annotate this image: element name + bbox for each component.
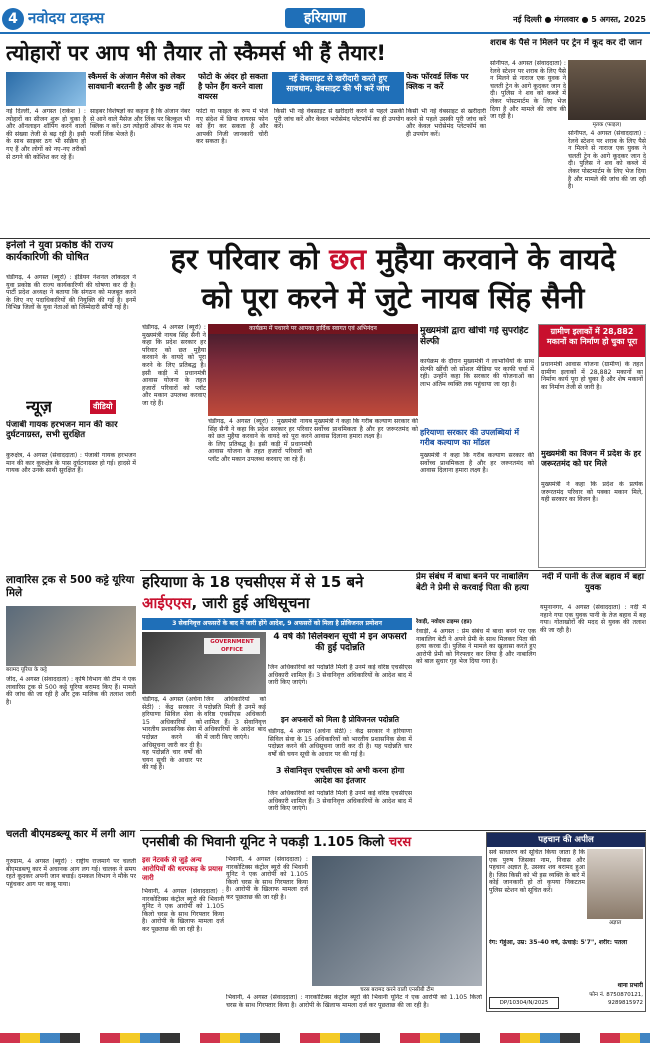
- identity-notice-code: DP/10304/N/2025: [489, 997, 559, 1009]
- ncb-story-body-left: भिवानी, 4 अगस्त (संवाददाता) : नारकोटिक्स कंट्रोल ब्यूरो की भिवानी यूनिट ने एक आरोपी को 1.105 किलो चरस के साथ गिरफ्तार किया है। आरोपी के खिलाफ मामला दर्ज कर पूछताछ की जा रही है।: [142, 888, 224, 933]
- lead-headline: त्योहारों पर आप भी तैयार तो स्कैमर्स भी हैं तैयार!: [6, 41, 386, 65]
- ncb-story-body-mid: भिवानी, 4 अगस्त (संवाददाता) : नारकोटिक्स कंट्रोल ब्यूरो की भिवानी यूनिट ने एक आरोपी को 1.105 किलो चरस के साथ गिरफ्तार किया है। आरोपी के खिलाफ मामला दर्ज कर पूछताछ की जा रही है।: [226, 856, 308, 901]
- identity-notice-signature: थाना प्रभारी: [617, 982, 643, 989]
- bmw-story-body: गुरुग्राम, 4 अगस्त (ब्यूरो) : राष्ट्रीय राजमार्ग पर चलती बीएमडब्ल्यू कार में अचानक आग लग गई। चालक ने समय रहते कूदकर अपनी जान बचाई। दमकल विभाग ने मौके पर पहुंचकर आग पर काबू पाया।: [6, 858, 136, 888]
- rural-box: [538, 324, 646, 568]
- side-story-body-2: सोनीपत, 4 अगस्त (संवाददाता) : रेलवे स्टेशन पर शराब के लिए पैसे न मिलने से नाराज एक युवक ने चलती ट्रेन के आगे कूदकर जान दे दी। पुलिस ने शव को कब्जे में लेकर पोस्टमार्टम के लिए भेज दिया है और मामले की जांच की जा रही है।: [568, 130, 646, 191]
- lead-body-1: नई दिल्ली, 4 अगस्त (राकेश ) : त्योहारों का सीजन शुरू हो चुका है और ऑनलाइन शॉपिंग करने वालों की संख्या तेजी से बढ़ रही है। इसी के साथ साइबर ठग भी सक्रिय हो गए हैं और लोगों को नए-नए तरीकों से ठगने की कोशिश कर रहे हैं।: [6, 108, 86, 161]
- truck-story-photo-caption: बरामद यूरिया के कट्टे: [6, 667, 47, 673]
- identity-notice-details: रंग: गेहुंआ, उम्र: 35-40 वर्ष, ऊंचाई: 5'7", शरीर: पतला: [489, 939, 628, 946]
- ias-story-sub-2: इन अफसरों को मिला है प्रोविजनल पदोन्नति: [280, 715, 400, 724]
- main-banner-photo-caption: कार्यक्रम में पधारने पर आपका हार्दिक स्वागत एवं अभिनंदन: [208, 324, 418, 334]
- ncb-headline-b: चरस: [388, 835, 412, 850]
- news-video-headline: पंजाबी गायक हरभजन मान की कार दुर्घटनाग्रस्त, सभी सुरक्षित: [6, 420, 118, 440]
- lead-sub-4: फेक फॉरवर्ड लिंक पर क्लिक न करें: [406, 72, 469, 91]
- side-story-body: सोनीपत, 4 अगस्त (संवाददाता) : रेलवे स्टेशन पर शराब के लिए पैसे न मिलने से नाराज एक युवक ने चलती ट्रेन के आगे कूदकर जान दे दी। पुलिस ने शव को कब्जे में लेकर पोस्टमार्टम के लिए भेज दिया है और मामले की जांच की जा रही है।: [490, 60, 566, 121]
- lead-sub-2: फोटो के अंदर हो सकता है फोन हैंग करने वाला वायरस: [198, 72, 268, 101]
- ias-headline-a: हरियाणा के 18 एचसीएस में से 15 बने: [142, 573, 364, 591]
- side-story-photo: [568, 60, 646, 120]
- ias-story-sub-3: 3 सेवानिवृत्त एचसीएस को अभी करना होगा आदेश का इंतजार: [275, 766, 405, 785]
- identity-notice-contact: फोन नं. 8750870121, 9289815972: [589, 992, 643, 1006]
- youth-story-headline: इनेलो ने युवा प्रकोष्ठ की राज्य कार्यकारिणी की घोषित: [6, 240, 114, 263]
- love-story-byline: रेवाड़ी, नवोदय टाइम्स (हप्र): [416, 619, 473, 625]
- ias-story-body-left-1: चंडीगढ़, 4 अगस्त (अर्चना सेठी) : केंद्र सरकार ने हरियाणा सिविल सेवा के 15 अधिकारियों को भारतीय प्रशासनिक सेवा में पदोन्नत करने की अधिसूचना जारी कर दी है। यह पदोन्नति चार वर्षों की चयन सूची के आधार पर की गई है।: [142, 696, 202, 772]
- ncb-story-headline: [142, 832, 482, 854]
- ias-story-body-right-3: जिन अधिकारियों को पदोन्नति मिली है उनमें कई वरिष्ठ एचसीएस अधिकारी शामिल हैं। 3 सेवानिवृत्त अधिकारियों के आदेश बाद में जारी किए जाएंगे।: [268, 790, 412, 813]
- news-video-tag: वीडियो: [90, 400, 116, 414]
- truck-story-headline: लावारिस ट्रक से 500 कट्टे यूरिया मिले: [6, 574, 135, 599]
- selfie-box-body-2: मुख्यमंत्री ने कहा कि गरीब कल्याण सरकार की सर्वोच्च प्राथमिकता है और हर जरूरतमंद को आवास दिलाना हमारा लक्ष्य है।: [420, 452, 534, 475]
- ias-story-body-right-1: जिन अधिकारियों को पदोन्नति मिली है उनमें कई वरिष्ठ एचसीएस अधिकारी शामिल हैं। 3 सेवानिवृत्त अधिकारियों के आदेश बाद में जारी किए जाएंगे।: [268, 664, 412, 687]
- main-banner-body-3: मुख्यमंत्री ने कहा कि गरीब कल्याण सरकार की सर्वोच्च प्राथमिकता है और हर जरूरतमंद को आवास दिलाना हमारा लक्ष्य है।: [314, 418, 418, 441]
- rural-box-sub: मुख्यमंत्री का विजन में प्रदेश के हर जरूरतमंद को घर मिले: [541, 449, 641, 468]
- rural-box-headline: ग्रामीण इलाकों में 28,882 मकानों का निर्माण हो चुका पूरा: [539, 325, 645, 357]
- news-video-body: कुरुक्षेत्र, 4 अगस्त (संवाददाता) : पंजाबी गायक हरभजन मान की कार कुरुक्षेत्र के पास दुर्घटनाग्रस्त हो गई। हादसे में गायक और उनके साथी सुरक्षित हैं।: [6, 452, 136, 475]
- lead-body-4: किसी भी नई वेबसाइट से खरीदारी करने से पहले उसकी पूरी जांच करें और केवल भरोसेमंद प्लेटफॉर्म का ही उपयोग करें।: [274, 108, 404, 131]
- news-video-brand: न्यूज़: [26, 397, 52, 416]
- main-banner-line1c: मुहैया करवाने के वायदे: [366, 242, 616, 276]
- identity-notice-photo: [587, 849, 643, 919]
- ias-photo-label: GOVERNMENT OFFICE: [204, 638, 260, 654]
- rural-box-body: प्रधानमंत्री आवास योजना (ग्रामीण) के तहत ग्रामीण इलाकों में 28,882 मकानों का निर्माण कार्य पूरा हो चुका है और शेष मकानों का निर्माण तेजी से जारी है।: [541, 361, 643, 391]
- lead-sub-1: स्कैमर्स के अंजान मैसेज को लेकर सावधानी बरतनी है और कुछ नहीं: [88, 72, 186, 91]
- main-banner-line1b: छत: [329, 242, 367, 276]
- youth-story-body: चंडीगढ़, 4 अगस्त (ब्यूरो) : इंडियन नेशनल लोकदल ने युवा प्रकोष्ठ की राज्य कार्यकारिणी की घोषणा कर दी है। पार्टी प्रदेश अध्यक्ष ने बताया कि संगठन को मजबूत करने के लिए नए पदाधिकारियों की नियुक्ति की गई है। इनमें विभिन्न जिलों के युवा नेताओं को जिम्मेदारी सौंपी गई है।: [6, 274, 136, 312]
- ncb-story-sub: इस नेटवर्क से जुड़े अन्य आरोपियों की धरपकड़ के प्रयास जारी: [142, 856, 223, 882]
- identity-notice-photo-caption: अज्ञात: [608, 920, 622, 926]
- selfie-box-body: कार्यक्रम के दौरान मुख्यमंत्री ने लाभार्थियों के साथ सेल्फी खींची जो सोशल मीडिया पर काफी चर्चा में रही। उन्होंने कहा कि सरकार की योजनाओं का लाभ अंतिम व्यक्ति तक पहुंचाया जा रहा है।: [420, 358, 534, 388]
- selfie-box-sub: हरियाणा सरकार की उपलब्धियां में गरीब कल्याण का मॉडल: [420, 428, 520, 447]
- ncb-story-photo: [312, 856, 482, 986]
- paper-name: नवोदय टाइम्स: [28, 9, 105, 27]
- ias-story-banner: 3 सेवानिवृत्त अफसरों के बाद में जारी होंगे आदेश, 9 अफसरों को मिला है प्रोविजनल प्रमोशन: [142, 618, 412, 630]
- main-banner-photo: [208, 324, 418, 416]
- selfie-box-headline: मुख्यमंत्री द्वारा खींची गई सुपरहिट सेल्फी: [420, 326, 529, 347]
- ias-story-body-left-2: जिन अधिकारियों को पदोन्नति मिली है उनमें कई वरिष्ठ एचसीएस अधिकारी शामिल हैं। 3 सेवानिवृत्त अधिकारियों के आदेश बाद में जारी किए जाएंगे।: [204, 696, 266, 741]
- lead-photo-divers: [6, 72, 86, 106]
- lead-body-2: साइबर विशेषज्ञों का कहना है कि अंजान नंबर से आने वाले मैसेज और लिंक पर बिल्कुल भी क्लिक न करें। ठग त्योहारी ऑफर के नाम पर फर्जी लिंक भेजते हैं।: [90, 108, 190, 138]
- identity-notice: [486, 832, 646, 1012]
- love-story-body: रेवाड़ी, 4 अगस्त : प्रेम संबंध में बाधा बनने पर एक नाबालिग बेटी ने अपने प्रेमी के साथ मिलकर पिता की हत्या करवा दी। पुलिस ने मामले का खुलासा करते हुए आरोपी प्रेमी को गिरफ्तार कर लिया है और नाबालिग को बाल सुधार गृह भेज दिया गया है।: [416, 628, 536, 666]
- lead-sub-3-banner: नई वेबसाइट से खरीदारी करते हुए सावधान, वेबसाइट की भी करें जांच: [272, 72, 404, 104]
- news-video-logo: [6, 396, 136, 418]
- lead-body-3: फोटो या फाइल के रूप में भेजे गए संदेश में छिपा वायरस फोन को हैंग कर सकता है और आपकी निजी जानकारी चोरी कर सकता है।: [196, 108, 268, 146]
- main-banner-headline: [140, 240, 646, 322]
- ias-story-photo: [142, 632, 266, 694]
- ncb-story-body-right: भिवानी, 4 अगस्त (संवाददाता) : नारकोटिक्स कंट्रोल ब्यूरो की भिवानी यूनिट ने एक आरोपी को 1.105 किलो चरस के साथ गिरफ्तार किया है। आरोपी के खिलाफ मामला दर्ज कर पूछताछ की जा रही है।: [226, 994, 482, 1009]
- side-story-photo-caption: मृतक (फाइल): [592, 122, 622, 128]
- identity-notice-headline: पहचान की अपील: [487, 833, 645, 847]
- main-banner-line2: को पूरा करने में जुटे नायब सिंह सैनी: [201, 281, 585, 315]
- truck-story-photo: [6, 606, 136, 666]
- rural-box-sub-body: मुख्यमंत्री ने कहा कि प्रदेश के प्रत्येक जरूरतमंद परिवार को पक्का मकान मिले, यही सरकार का विजन है।: [541, 481, 643, 504]
- ncb-headline-a: एनसीबी की भिवानी यूनिट ने पकड़ी 1.105 किलो: [142, 835, 389, 850]
- ias-headline-b: आईएएस: [142, 594, 192, 612]
- lead-body-5: किसी भी नई वेबसाइट से खरीदारी करने से पहले उसकी पूरी जांच करें और केवल भरोसेमंद प्लेटफॉर्म का ही उपयोग करें।: [406, 108, 486, 138]
- river-story-headline: नदी में पानी के तेज बहाव में बहा युवक: [542, 572, 644, 593]
- identity-notice-body: सर्व साधारण को सूचित किया जाता है कि एक पुरुष जिसका नाम, निवास और पहचान अज्ञात है, उसका शव बरामद हुआ है। जिस किसी को भी इस व्यक्ति के बारे में कोई जानकारी हो तो कृपया निकटतम पुलिस स्टेशन को सूचित करें।: [489, 849, 585, 894]
- ias-story-body-right-2: चंडीगढ़, 4 अगस्त (अर्चना सेठी) : केंद्र सरकार ने हरियाणा सिविल सेवा के 15 अधिकारियों को भारतीय प्रशासनिक सेवा में पदोन्नत करने की अधिसूचना जारी कर दी है। यह पदोन्नति चार वर्षों की चयन सूची के आधार पर की गई है।: [268, 728, 412, 758]
- ncb-story-photo-caption: चरस बरामद करने वाली एनसीबी टीम: [360, 987, 434, 993]
- bmw-story-headline: चलती बीएमडब्ल्यू कार में लगी आग: [6, 829, 136, 840]
- ias-headline-c: , जारी हुई अधिसूचना: [191, 594, 310, 612]
- truck-story-body: जींद, 4 अगस्त (संवाददाता) : कृषि विभाग की टीम ने एक लावारिस ट्रक से 500 कट्टे यूरिया बरामद किए हैं। मामले की जांच की जा रही है और ट्रक मालिक की तलाश जारी है।: [6, 676, 136, 706]
- ias-story-headline: [142, 572, 412, 616]
- color-registration-bar: [0, 1033, 650, 1043]
- river-story-body: यमुनानगर, 4 अगस्त (संवाददाता) : नदी में नहाने गया एक युवक पानी के तेज बहाव में बह गया। गोताखोरों की मदद से युवक की तलाश की जा रही है।: [540, 604, 646, 634]
- side-story-headline: शराब के पैसे न मिलने पर ट्रेन में कूद कर दी जान: [490, 38, 642, 48]
- main-banner-body-1: चंडीगढ़, 4 अगस्त (ब्यूरो) : मुख्यमंत्री नायब सिंह सैनी ने कहा कि प्रदेश सरकार हर परिवार को छत मुहैया करवाने के वायदे को पूरा करने के लिए प्रतिबद्ध है। इसी कड़ी में प्रधानमंत्री आवास योजना के तहत हजारों परिवारों को प्लॉट और मकान उपलब्ध करवाए जा रहे हैं।: [142, 324, 206, 407]
- dateline: नई दिल्ली ● मंगलवार ● 5 अगस्त, 2025: [513, 15, 646, 24]
- masthead: [0, 0, 650, 40]
- section-banner: हरियाणा: [285, 8, 365, 28]
- love-story-headline: प्रेम संबंध में बाधा बनने पर नाबालिग बेटी ने प्रेमी से करवाई पिता की हत्या: [416, 572, 529, 593]
- ias-story-sub-1: 4 वर्ष की सिलेक्शन सूची में इन अफसरों की हुई पदोन्नति: [273, 632, 407, 653]
- main-banner-body-2: चंडीगढ़, 4 अगस्त (ब्यूरो) : मुख्यमंत्री नायब सिंह सैनी ने कहा कि प्रदेश सरकार हर परिवार को छत मुहैया करवाने के वायदे को पूरा करने के लिए प्रतिबद्ध है। इसी कड़ी में प्रधानमंत्री आवास योजना के तहत हजारों परिवारों को प्लॉट और मकान उपलब्ध करवाए जा रहे हैं।: [208, 418, 312, 463]
- page-number: 4: [2, 8, 24, 30]
- main-banner-line1a: हर परिवार को: [170, 242, 330, 276]
